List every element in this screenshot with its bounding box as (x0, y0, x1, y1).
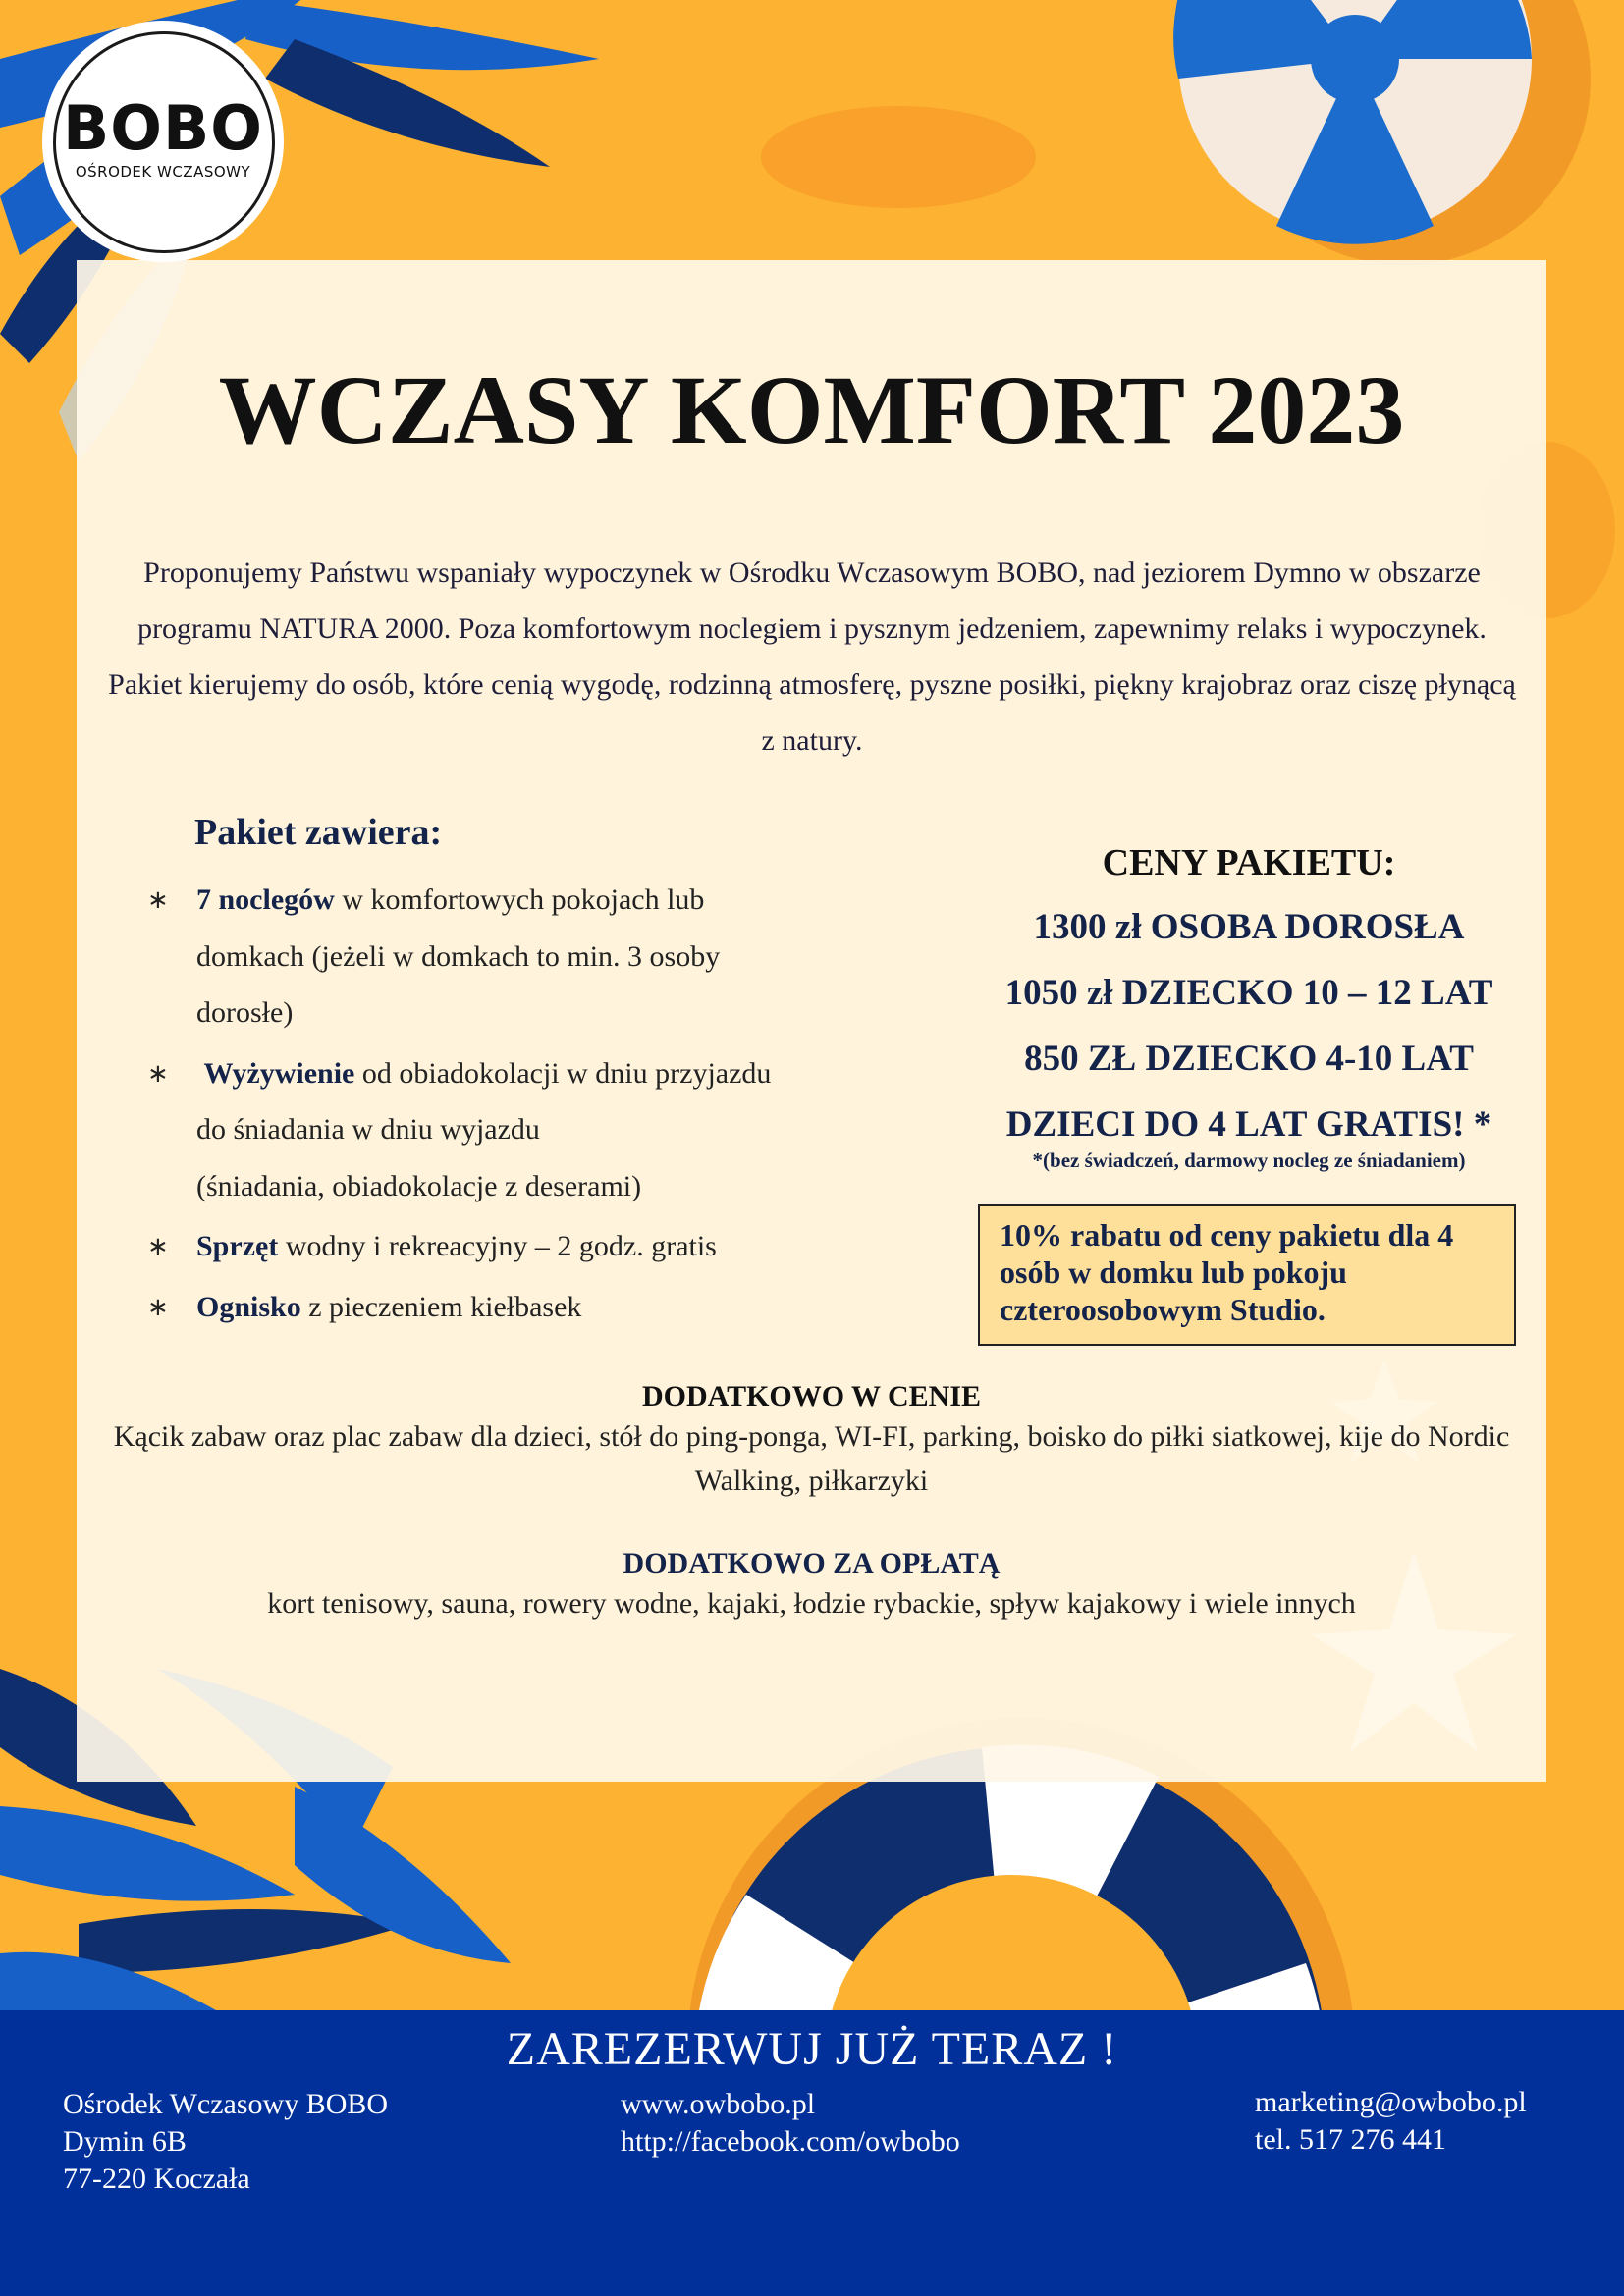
intro-paragraph: Proponujemy Państwu wspaniały wypoczynek w Ośrodku Wczasowym BOBO, nad jeziorem Dymno w obszarze programu NATURA 2000. Poza komfortowym noclegiem i pysznym jedzeniem, zapewnimy relaks i wypoczynek. Pakiet kierujemy do osób, które cenią wygodę, rodzinną atmosferę, pyszne posiłki, piękny krajobraz oraz ciszę płynącą z natury. (108, 557, 1516, 757)
item-bold: 7 noclegów (196, 883, 335, 916)
footer-contact (1255, 2084, 1527, 2159)
price-adult: 1300 zł OSOBA DOROSŁA (1033, 907, 1465, 947)
bullet-icon: ∗ (147, 1292, 169, 1321)
price-section (964, 839, 1534, 1172)
price-heading: CENY PAKIETU: (1102, 842, 1396, 883)
price-under-4: DZIECI DO 4 LAT GRATIS! * (1005, 1104, 1492, 1145)
bullet-icon: ∗ (147, 1232, 169, 1260)
price-note: *(bez świadczeń, darmowy nocleg ze śniadaniem) (1032, 1148, 1466, 1172)
bullet-icon: ∗ (147, 885, 169, 914)
beach-ball-icon (1173, 0, 1591, 265)
item-bold: Ognisko (196, 1290, 301, 1323)
item-bold: Wyżywienie (203, 1056, 355, 1090)
address-line: Ośrodek Wczasowy BOBO (63, 2088, 389, 2120)
list-item (147, 1279, 874, 1336)
facebook-link[interactable]: http://facebook.com/owbobo (621, 2125, 960, 2158)
bobo-logo (45, 24, 281, 259)
package-list (147, 872, 874, 1339)
website-link[interactable]: www.owbobo.pl (621, 2088, 816, 2120)
item-text: wodny i rekreacyjny – 2 godz. gratis (278, 1230, 717, 1262)
list-item (147, 1218, 874, 1275)
reserve-cta: ZAREZERWUJ JUŻ TERAZ ! (506, 2023, 1118, 2075)
item-bold: Sprzęt (196, 1230, 279, 1262)
included-text: Kącik zabaw oraz plac zabaw dla dzieci, stół do ping-ponga, WI-FI, parking, boisko do piłki siatkowej, kije do Nordic Walking, piłkarzyki (113, 1420, 1510, 1497)
list-item (147, 872, 874, 1041)
paid-heading: DODATKOWO ZA OPŁATĄ (623, 1547, 1001, 1579)
phone-number[interactable]: tel. 517 276 441 (1255, 2123, 1446, 2156)
discount-box: 10% rabatu od ceny pakietu dla 4 osób w domku lub pokoju czteroosobowym Studio. (978, 1204, 1516, 1346)
paid-section (77, 1546, 1546, 1626)
item-text: w komfortowych pokojach lub domkach (jeżeli w domkach to min. 3 osoby dorosłe) (196, 883, 721, 1029)
logo-name: BOBO (63, 92, 263, 164)
paid-text: kort tenisowy, sauna, rowery wodne, kajaki, łodzie rybackie, spływ kajakowy i wiele innych (267, 1587, 1356, 1620)
package-heading: Pakiet zawiera: (194, 812, 443, 853)
price-child-10-12: 1050 zł DZIECKO 10 – 12 LAT (1004, 973, 1493, 1013)
list-item (147, 1045, 874, 1215)
item-text: od obiadokolacji w dniu przyjazdu do śniadania w dniu wyjazdu (śniadania, obiadokolacje z deserami) (196, 1056, 772, 1202)
logo-subtitle: OŚRODEK WCZASOWY (75, 163, 251, 181)
address-line: 77-220 Koczała (63, 2163, 250, 2195)
footer-address (63, 2086, 388, 2198)
price-child-4-10: 850 ZŁ DZIECKO 4-10 LAT (1024, 1039, 1474, 1079)
footer-web (621, 2086, 960, 2161)
item-text: z pieczeniem kiełbasek (300, 1290, 582, 1323)
footer (0, 2010, 1624, 2296)
included-heading: DODATKOWO W CENIE (641, 1380, 982, 1413)
page-title: WCZASY KOMFORT 2023 (218, 355, 1405, 464)
bullet-icon: ∗ (147, 1058, 169, 1088)
included-section (77, 1379, 1546, 1503)
address-line: Dymin 6B (63, 2125, 187, 2158)
email-link[interactable]: marketing@owbobo.pl (1255, 2086, 1527, 2118)
